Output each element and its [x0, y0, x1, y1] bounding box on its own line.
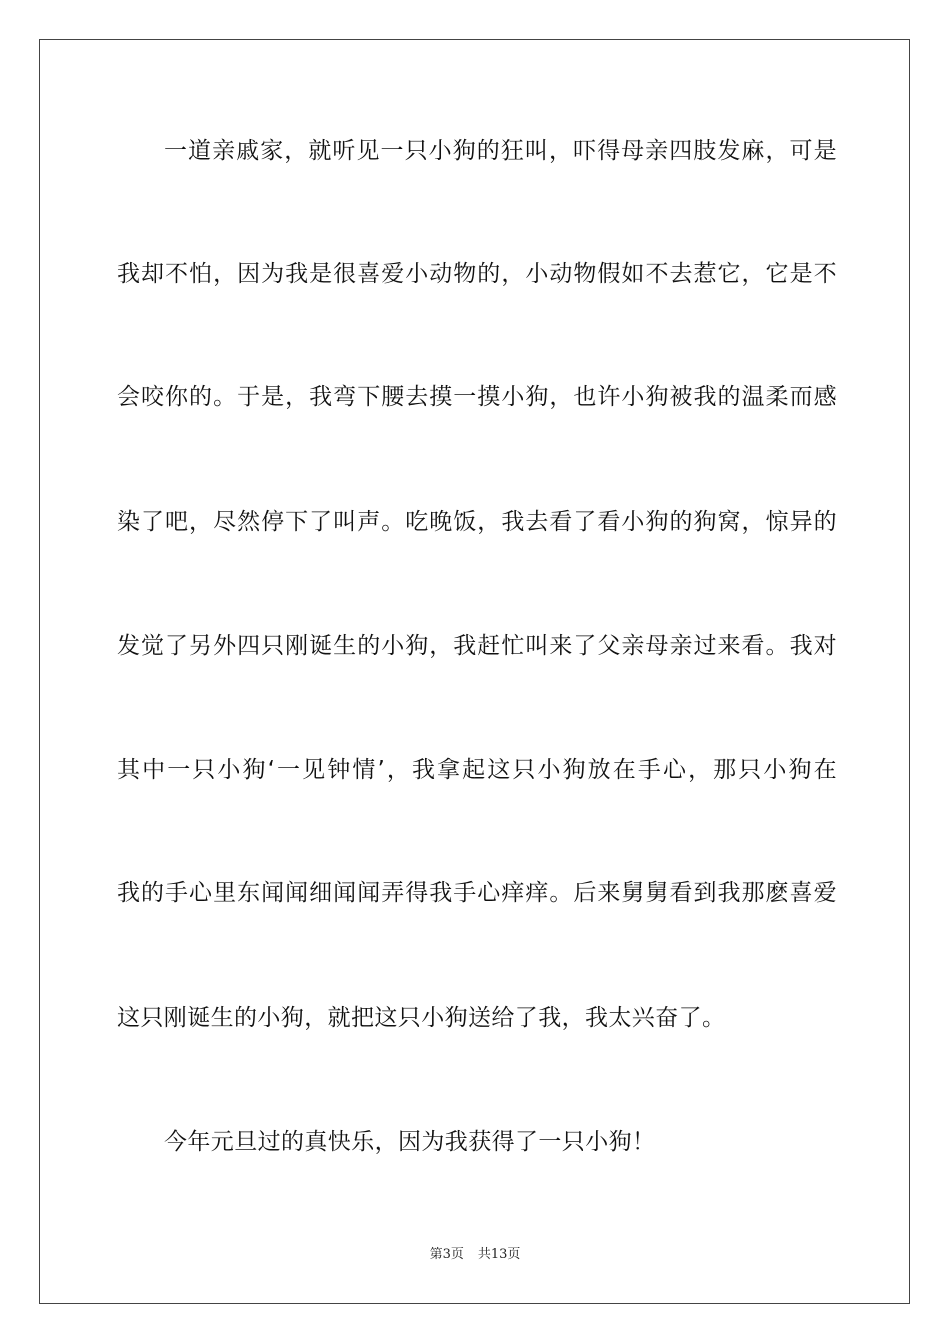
paragraph-line: 会咬你的。于是，我弯下腰去摸一摸小狗，也许小狗被我的温柔而感 [117, 384, 837, 410]
page-frame [39, 39, 910, 1304]
paragraph-line: 我却不怕，因为我是很喜爱小动物的，小动物假如不去惹它，它是不 [117, 261, 837, 287]
paragraph-line: 一道亲戚家，就听见一只小狗的狂叫，吓得母亲四肢发麻，可是 [164, 138, 837, 164]
paragraph-line: 今年元旦过的真快乐，因为我获得了一只小狗！ [164, 1129, 656, 1155]
paragraph-line: 其中一只小狗‘一见钟情’，我拿起这只小狗放在手心，那只小狗在 [117, 757, 837, 783]
page-total: 共13页 [477, 1247, 521, 1262]
paragraph-line: 这只刚诞生的小狗，就把这只小狗送给了我，我太兴奋了。 [117, 1005, 726, 1031]
paragraph-line: 发觉了另外四只刚诞生的小狗，我赶忙叫来了父亲母亲过来看。我对 [117, 633, 837, 659]
paragraph-line: 我的手心里东闻闻细闻闻弄得我手心痒痒。后来舅舅看到我那麽喜爱 [117, 880, 837, 906]
page-number: 第3页 [429, 1247, 464, 1262]
paragraph-line: 染了吧，尽然停下了叫声。吃晚饭，我去看了看小狗的狗窝，惊异的 [117, 509, 837, 535]
page-footer [0, 1246, 950, 1264]
